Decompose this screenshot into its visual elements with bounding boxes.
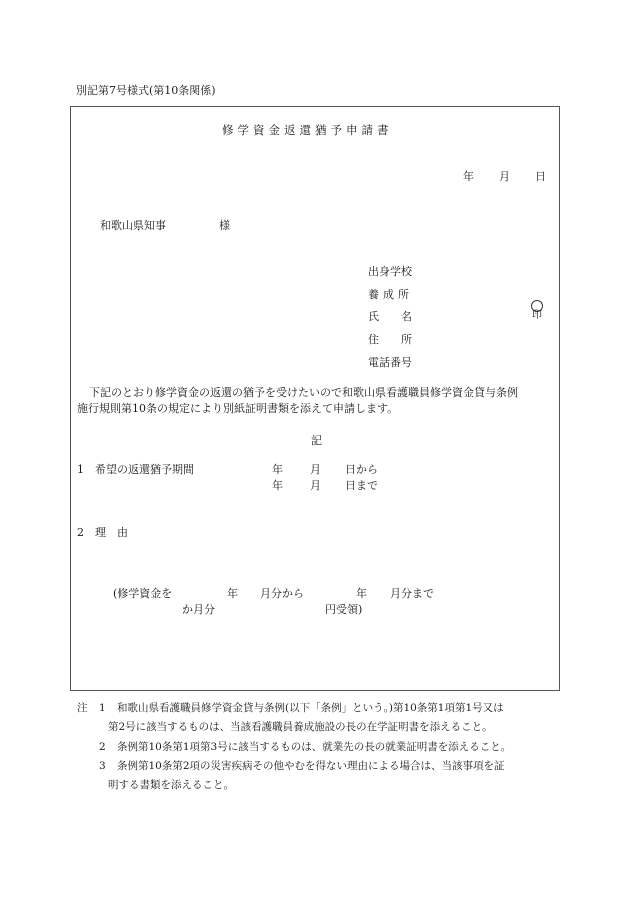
date-day-label: 日 [535, 170, 546, 183]
note1-line2: 第2号に該当するものは、当該看護職員養成施設の長の在学証明書を添えること。 [108, 721, 493, 733]
date-year-label: 年 [463, 170, 474, 183]
loan-year-to: 年 [356, 587, 367, 600]
loan-month-to: 月分まで [390, 587, 434, 600]
form-title: 修学資金返還猶予申請書 [222, 123, 393, 137]
addressee-honorific: 様 [219, 219, 230, 232]
item1-from-month: 月 [310, 463, 321, 476]
loan-amount: 円受領) [325, 603, 363, 616]
form-number: 別記第7号様式(第10条関係) [76, 84, 216, 97]
note3-number: 3 [99, 760, 106, 772]
loan-year-from: 年 [227, 587, 238, 600]
addressee-name: 和歌山県知事 [100, 219, 166, 232]
note1-line1: 和歌山県看護職員修学資金貸与条例(以下「条例」という。)第10条第1項第1号又は [117, 702, 504, 714]
label-address: 住 所 [368, 333, 412, 346]
note2-number: 2 [99, 741, 106, 753]
date-month-label: 月 [499, 170, 510, 183]
item2-label: 2 理 由 [77, 526, 128, 539]
body-text-line1: 下記のとおり修学資金の返還の猶予を受けたいので和歌山県看護職員修学資金貸与条例 [89, 386, 518, 399]
seal-label: 印 [532, 310, 542, 321]
ki-label: 記 [311, 434, 322, 447]
notes-label: 注 [77, 702, 88, 714]
item1-to-suffix: 日まで [345, 479, 378, 492]
item1-from-year: 年 [272, 463, 283, 476]
item1-from-suffix: 日から [345, 463, 378, 476]
loan-month-from: 月分から [260, 587, 304, 600]
label-name: 氏 名 [368, 310, 412, 323]
loan-prefix: (修学資金を [113, 587, 173, 600]
loan-months: か月分 [182, 603, 215, 616]
item1-to-year: 年 [272, 479, 283, 492]
label-school: 出身学校 [368, 265, 412, 278]
note1-number: 1 [99, 702, 106, 714]
body-text-line2: 施行規則第10条の規定により別紙証明書類を添えて申請します。 [77, 402, 399, 415]
note3-line1: 条例第10条第2項の災害疾病その他やむを得ない理由による場合は、当該事項を証 [117, 760, 505, 772]
item1-label: 1 希望の返還猶予期間 [77, 463, 194, 476]
label-phone: 電話番号 [368, 356, 412, 369]
note2-text: 条例第10条第1項第3号に該当するものは、就業先の長の就業証明書を添えること。 [117, 741, 512, 753]
note3-line2: 明する書類を添えること。 [108, 779, 234, 791]
item1-to-month: 月 [310, 479, 321, 492]
label-institute: 養成所 [368, 288, 413, 301]
